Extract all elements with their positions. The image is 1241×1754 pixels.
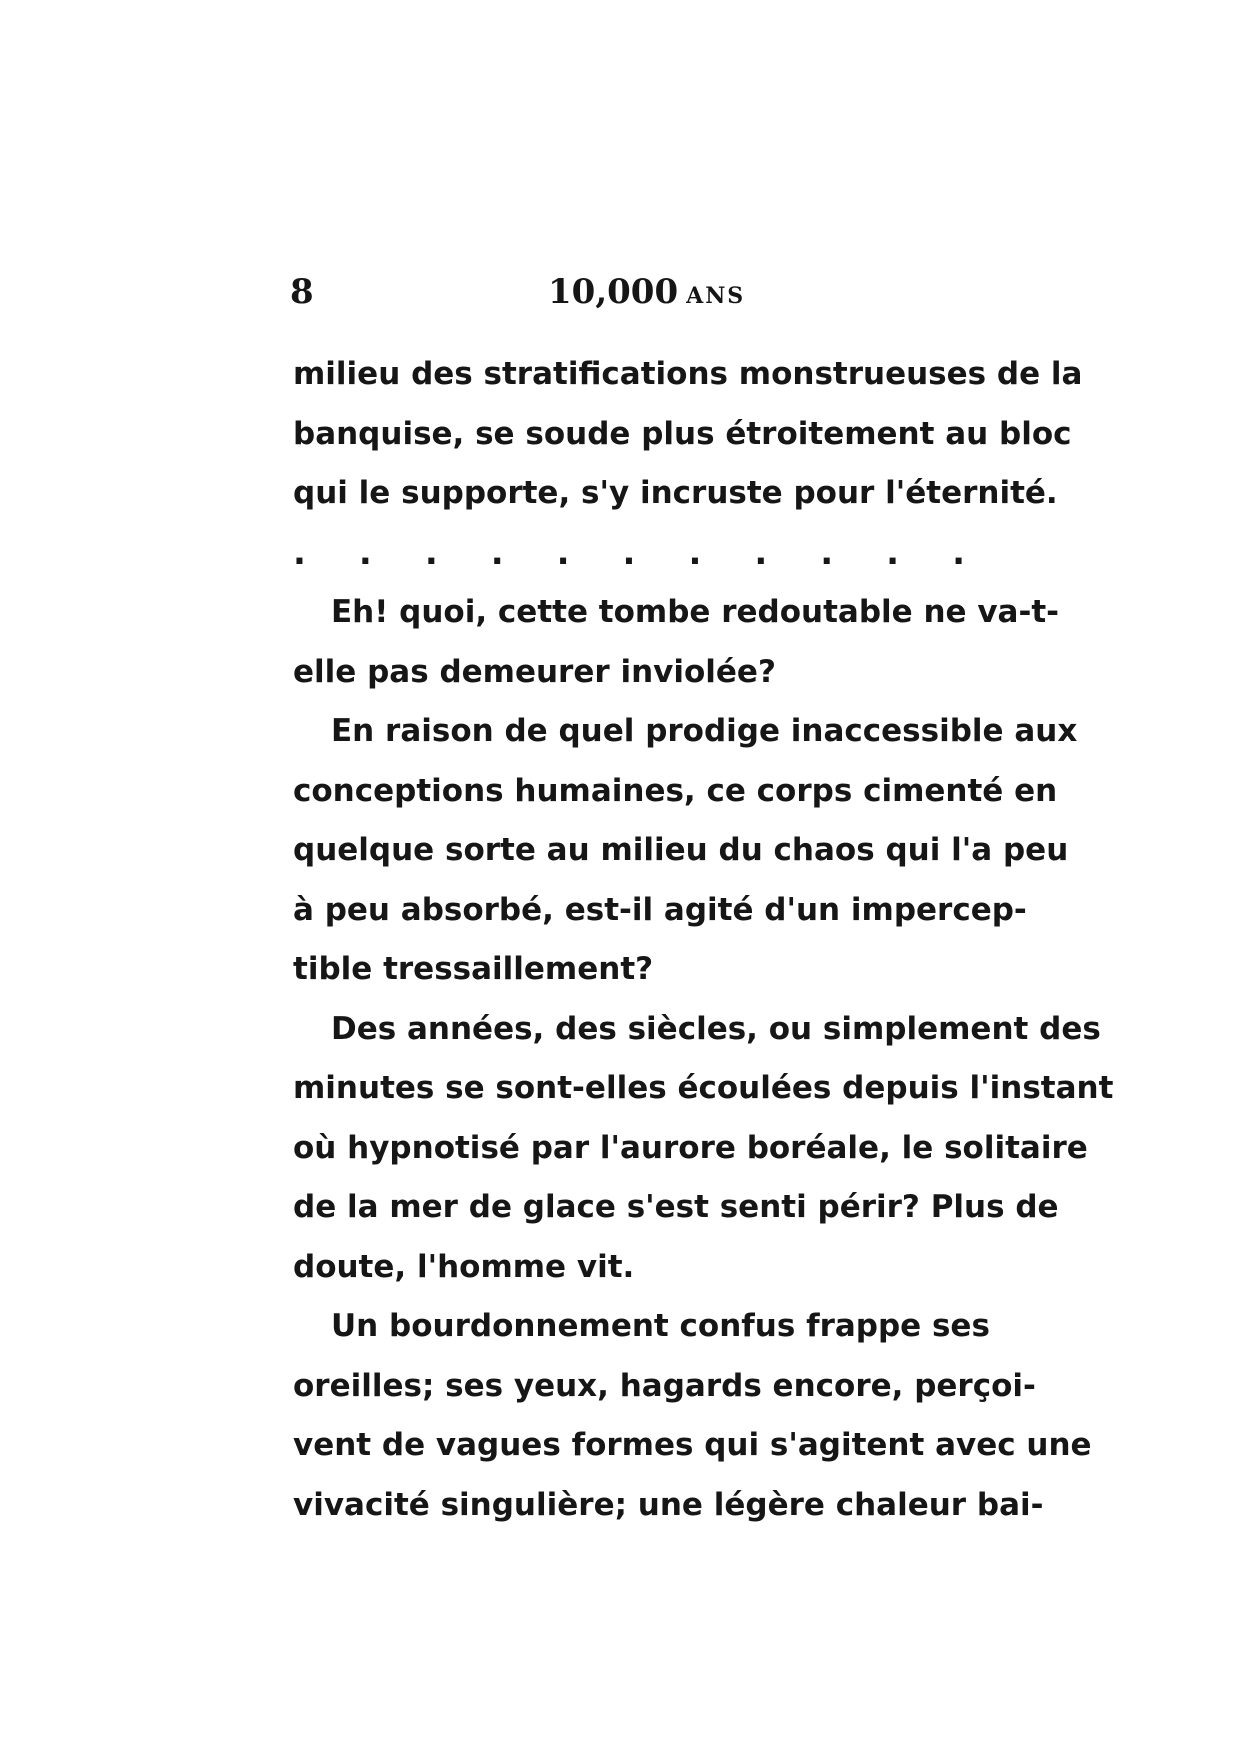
text-line: quelque sorte au milieu du chaos qui l'a peu — [293, 832, 1069, 868]
text-line: de la mer de glace s'est senti périr? Plus de — [293, 1189, 1059, 1225]
page-number: 8 — [290, 272, 314, 312]
text-line: doute, l'homme vit. — [293, 1248, 635, 1285]
running-title — [548, 272, 745, 312]
text-line: tible tressaillement? — [293, 951, 654, 987]
text-line: Eh! quoi, cette tombe redoutable ne va-t- — [331, 594, 1060, 630]
text-line: vivacité singulière; une légère chaleur bai- — [293, 1486, 1044, 1523]
text-line: elle pas demeurer inviolée? — [293, 653, 776, 690]
text-line: où hypnotisé par l'aurore boréale, le solitaire — [293, 1129, 1088, 1166]
text-line: oreilles; ses yeux, hagards encore, perçoi- — [293, 1367, 1036, 1404]
text-line: Un bourdonnement confus frappe ses — [331, 1308, 990, 1344]
title-word: ANS — [686, 283, 746, 309]
text-line: En raison de quel prodige inaccessible aux — [331, 713, 1078, 749]
text-line: vent de vagues formes qui s'agitent avec une — [293, 1427, 1092, 1463]
text-line: banquise, se soude plus étroitement au bloc — [293, 415, 1072, 452]
page-header — [290, 272, 970, 322]
text-line: milieu des stratifications monstrueuses de la — [293, 356, 1083, 392]
text-line: minutes se sont-elles écoulées depuis l'instant — [293, 1070, 1114, 1106]
text-line: Des années, des siècles, ou simplement des — [331, 1010, 1101, 1047]
body-text — [293, 345, 1114, 1535]
title-number: 10,000 — [548, 272, 679, 312]
text-line: conceptions humaines, ce corps cimenté en — [293, 772, 1058, 809]
text-line: qui le supporte, s'y incruste pour l'éternité. — [293, 475, 1058, 511]
ellipsis-separator: . . . . . . . . . . . — [293, 532, 965, 573]
text-line: à peu absorbé, est-il agité d'un impercep- — [293, 891, 1027, 928]
